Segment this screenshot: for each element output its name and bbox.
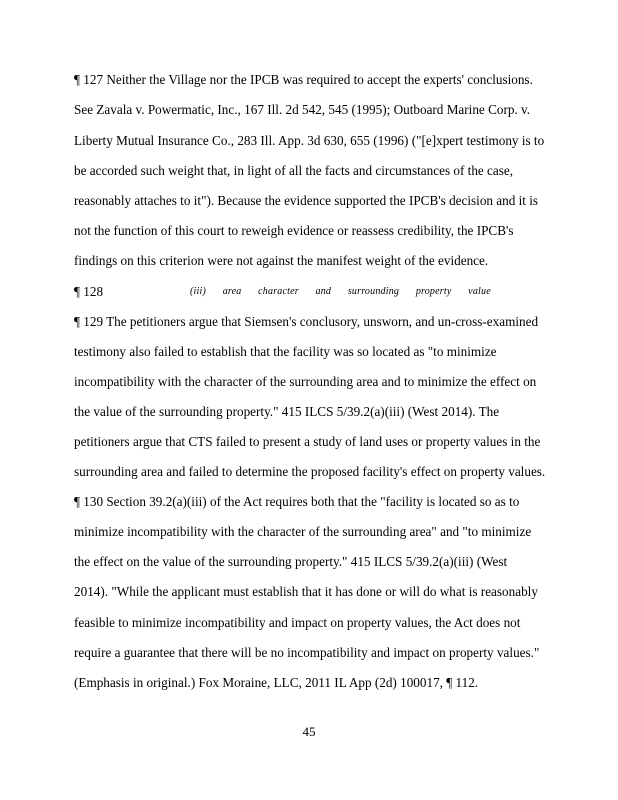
paragraph-130-line-6: require a guarantee that there will be no incompatibility and impact on property values." (74, 645, 540, 660)
paragraph-130-line-1: ¶ 130 Section 39.2(a)(iii) of the Act requires both that the "facility is located so as to (74, 494, 520, 509)
page-number: 45 (302, 724, 316, 739)
heading-paragraph-marker: ¶ 128 (74, 284, 104, 299)
paragraph-127-line-6: not the function of this court to reweigh evidence or reassess credibility, the IPCB's (74, 223, 514, 238)
paragraph-129-line-2: testimony also failed to establish that the facility was so located as "to minimize (74, 344, 497, 359)
paragraph-129-line-3: incompatibility with the character of the surrounding area and to minimize the effect on (74, 374, 537, 389)
paragraph-129-line-6: surrounding area and failed to determine the proposed facility's effect on property values. (74, 464, 546, 479)
paragraph-127-line-3: Liberty Mutual Insurance Co., 283 Ill. App. 3d 630, 655 (1996) ("[e]xpert testimony is to (74, 133, 545, 148)
heading-title: (iii) area character and surrounding property value (190, 286, 491, 297)
section-heading-128 (74, 284, 614, 300)
paragraph-130-line-3: the effect on the value of the surrounding property." 415 ILCS 5/39.2(a)(iii) (West (74, 554, 508, 569)
paragraph-129-line-4: the value of the surrounding property." 415 ILCS 5/39.2(a)(iii) (West 2014). The (74, 404, 500, 419)
paragraph-129-line-1: ¶ 129 The petitioners argue that Siemsen's conclusory, unsworn, and un-cross-examined (74, 314, 539, 329)
paragraph-129-line-5: petitioners argue that CTS failed to present a study of land uses or property values in the (74, 434, 541, 449)
paragraph-127-line-2: See Zavala v. Powermatic, Inc., 167 Ill. 2d 542, 545 (1995); Outboard Marine Corp. v. (74, 102, 531, 117)
paragraph-127-line-1: ¶ 127 Neither the Village nor the IPCB was required to accept the experts' conclusions. (74, 72, 533, 87)
paragraph-130-line-7: (Emphasis in original.) Fox Moraine, LLC, 2011 IL App (2d) 100017, ¶ 112. (74, 675, 479, 690)
paragraph-130-line-2: minimize incompatibility with the character of the surrounding area" and "to minimize (74, 524, 532, 539)
paragraph-127-line-5: reasonably attaches to it"). Because the evidence supported the IPCB's decision and it is (74, 193, 539, 208)
paragraph-130-line-5: feasible to minimize incompatibility and impact on property values, the Act does not (74, 615, 521, 630)
paragraph-130-line-4: 2014). "While the applicant must establish that it has done or will do what is reasonably (74, 584, 538, 599)
paragraph-127-line-4: be accorded such weight that, in light of all the facts and circumstances of the case, (74, 163, 514, 178)
paragraph-127-line-7: findings on this criterion were not against the manifest weight of the evidence. (74, 253, 489, 268)
